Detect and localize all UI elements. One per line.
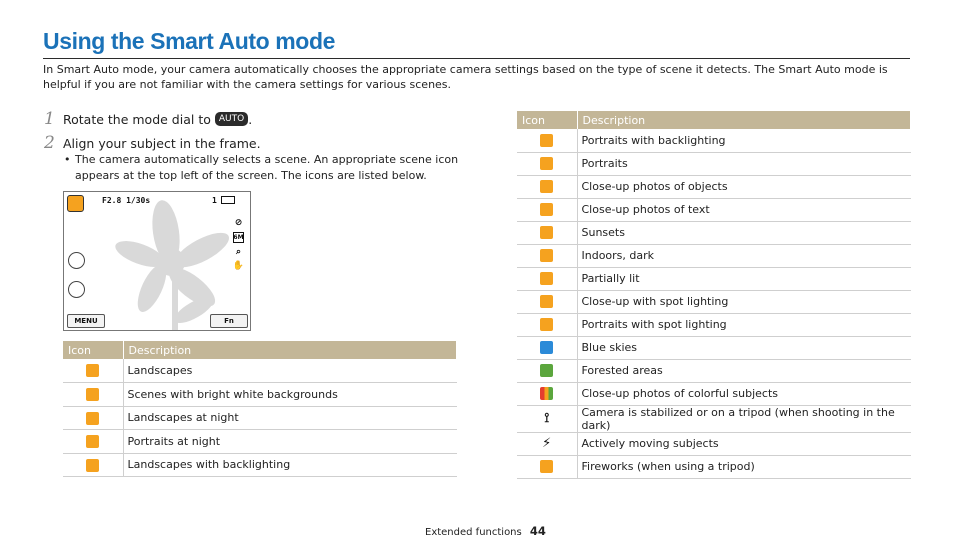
table-row [517, 267, 911, 290]
scene-icons-table-left [63, 341, 457, 477]
footer-section: Extended functions [425, 527, 522, 538]
step-suffix: . [248, 111, 253, 127]
frame-icon [68, 281, 85, 298]
indoors-dark-icon [540, 249, 553, 262]
icon-cell [517, 432, 577, 455]
scene-icons-table-right [517, 111, 911, 479]
table-left-body [63, 359, 457, 477]
table-row [517, 290, 911, 313]
night-portrait-icon [86, 435, 99, 448]
description-cell: Portraits with spot lighting [577, 313, 911, 336]
icon-cell [63, 430, 123, 454]
table-row [517, 455, 911, 478]
description-cell: Fireworks (when using a tripod) [577, 455, 911, 478]
description-cell: Close-up photos of text [577, 198, 911, 221]
table-row [517, 198, 911, 221]
column-header-icon: Icon [517, 111, 577, 129]
icon-cell [517, 313, 577, 336]
table-row [517, 432, 911, 455]
battery-icon [221, 196, 235, 204]
face-detect-icon [68, 252, 85, 269]
table-row [517, 221, 911, 244]
shots-remaining: 1 [212, 196, 217, 205]
table-row [517, 382, 911, 405]
description-cell: Scenes with bright white backgrounds [123, 383, 457, 407]
icon-cell [517, 359, 577, 382]
table-row [517, 336, 911, 359]
tripod-icon: ⟟ [544, 411, 550, 427]
spot-portrait-icon [540, 318, 553, 331]
partially-lit-icon [540, 272, 553, 285]
action-icon: ⚡ [542, 436, 552, 452]
exposure-readout: F2.8 1/30s [102, 196, 151, 205]
step-text: Rotate the mode dial to [63, 111, 211, 127]
backlight-portrait-icon [540, 134, 553, 147]
icon-cell [63, 453, 123, 477]
table-row [63, 406, 457, 430]
icon-cell [517, 267, 577, 290]
zoom-icon: ⌕ [235, 246, 242, 257]
step-2 [44, 133, 261, 153]
fn-button: Fn [210, 314, 248, 328]
table-row [63, 359, 457, 383]
column-header-icon: Icon [63, 341, 123, 359]
description-cell: Camera is stabilized or on a tripod (when shooting in the dark) [577, 405, 911, 432]
stabilizer-icon: ✋ [232, 260, 245, 271]
night-landscape-icon [86, 412, 99, 425]
icon-cell [517, 382, 577, 405]
description-cell: Sunsets [577, 221, 911, 244]
table-row [517, 313, 911, 336]
description-cell: Portraits [577, 152, 911, 175]
description-cell: Blue skies [577, 336, 911, 359]
table-row [517, 405, 911, 432]
description-cell: Indoors, dark [577, 244, 911, 267]
macro-icon [540, 180, 553, 193]
colorful-macro-icon [540, 387, 553, 400]
table-right-body [517, 129, 911, 478]
table-row [517, 244, 911, 267]
description-cell: Portraits with backlighting [577, 129, 911, 152]
flower-graphic [64, 192, 251, 331]
menu-button: MENU [67, 314, 105, 328]
icon-cell [517, 175, 577, 198]
portrait-icon [540, 157, 553, 170]
table-row [517, 152, 911, 175]
description-cell: Portraits at night [123, 430, 457, 454]
backlight-landscape-icon [86, 459, 99, 472]
step-number: 2 [44, 133, 55, 153]
description-cell: Landscapes [123, 359, 457, 383]
auto-mode-icon: AUTO [215, 112, 248, 126]
flash-off-icon: ⊘ [234, 217, 243, 228]
title-divider [43, 58, 910, 59]
description-cell: Close-up photos of objects [577, 175, 911, 198]
description-cell: Partially lit [577, 267, 911, 290]
blue-sky-icon [540, 341, 553, 354]
icon-cell [63, 406, 123, 430]
table-row [517, 359, 911, 382]
description-cell: Forested areas [577, 359, 911, 382]
page-footer [425, 524, 546, 538]
page-number: 44 [529, 524, 546, 538]
forest-icon [540, 364, 553, 377]
table-row [63, 453, 457, 477]
column-header-description: Description [577, 111, 911, 129]
description-cell: Landscapes with backlighting [123, 453, 457, 477]
bullet-note: • The camera automatically selects a scene. An appropriate scene icon appears at the top left of the screen. The icons are listed below. [64, 152, 459, 184]
icon-cell [517, 244, 577, 267]
icon-cell [517, 336, 577, 359]
icon-cell [517, 405, 577, 432]
icon-cell [517, 129, 577, 152]
camera-screen-illustration [63, 191, 251, 331]
spot-closeup-icon [540, 295, 553, 308]
intro-paragraph: In Smart Auto mode, your camera automatically chooses the appropriate camera settings based on the type of scene it detects. The Smart Auto mode is helpful if you are not familiar with the camera settings for various scenes. [43, 63, 888, 91]
icon-cell [517, 455, 577, 478]
white-background-icon [86, 388, 99, 401]
sunset-icon [540, 226, 553, 239]
icon-cell [63, 359, 123, 383]
description-cell: Close-up with spot lighting [577, 290, 911, 313]
fireworks-icon [540, 460, 553, 473]
step-number: 1 [44, 109, 55, 129]
table-row [63, 430, 457, 454]
landscape-icon [86, 364, 99, 377]
column-header-description: Description [123, 341, 457, 359]
step-text: Align your subject in the frame. [63, 135, 261, 151]
macro-text-icon [540, 203, 553, 216]
table-row [63, 383, 457, 407]
table-row [517, 175, 911, 198]
image-size-icon: 6M [233, 234, 244, 241]
smart-scene-icon [67, 195, 84, 212]
step-1 [44, 109, 252, 129]
description-cell: Actively moving subjects [577, 432, 911, 455]
description-cell: Close-up photos of colorful subjects [577, 382, 911, 405]
description-cell: Landscapes at night [123, 406, 457, 430]
icon-cell [517, 290, 577, 313]
icon-cell [517, 152, 577, 175]
page-title: Using the Smart Auto mode [43, 28, 335, 54]
icon-cell [63, 383, 123, 407]
table-row [517, 129, 911, 152]
icon-cell [517, 198, 577, 221]
icon-cell [517, 221, 577, 244]
